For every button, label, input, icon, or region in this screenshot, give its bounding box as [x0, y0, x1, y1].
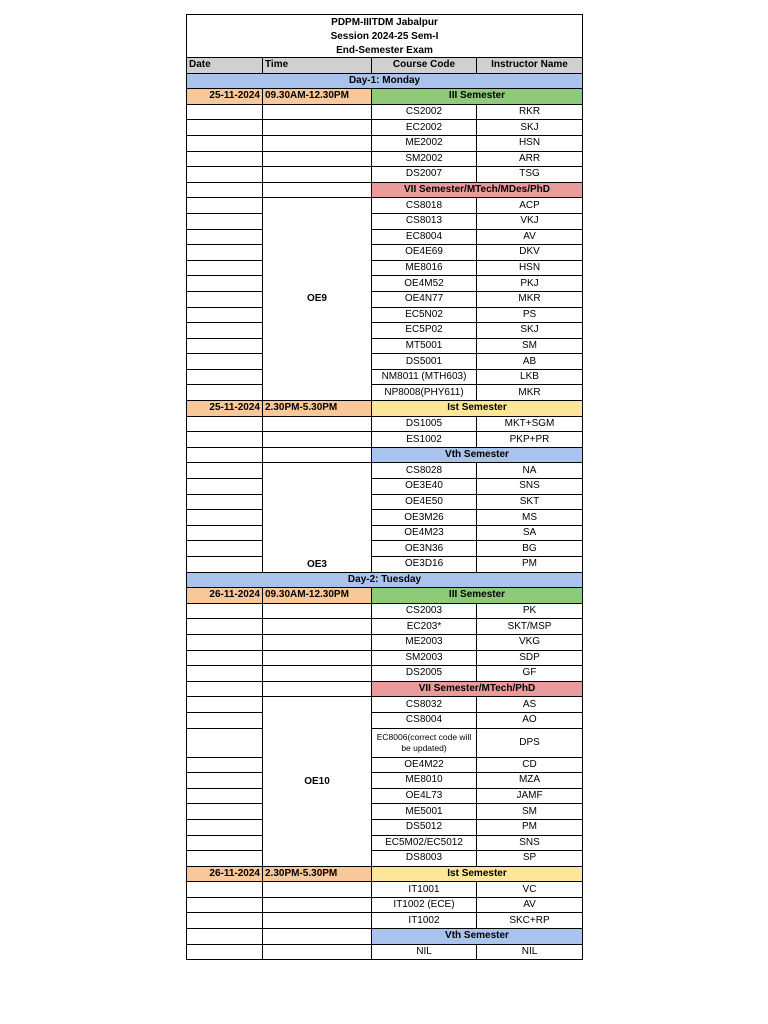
instructor-name: HSN [477, 260, 583, 276]
instructor-name: AO [477, 712, 583, 728]
instructor-name: GF [477, 666, 583, 682]
course-row [187, 788, 583, 804]
course-row [187, 819, 583, 835]
time-cell [263, 650, 372, 666]
date-cell [187, 913, 263, 929]
course-code: DS2007 [372, 167, 477, 183]
course-code: OE3N36 [372, 541, 477, 557]
course-row [187, 276, 583, 292]
slot-time: 2.30PM-5.30PM [263, 401, 372, 417]
course-code: NM8011 (MTH603) [372, 369, 477, 385]
course-row [187, 541, 583, 557]
empty-cell [263, 182, 372, 198]
course-row [187, 260, 583, 276]
course-code: ME8010 [372, 773, 477, 789]
instructor-name: HSN [477, 135, 583, 151]
course-code: EC8004 [372, 229, 477, 245]
course-code: DS2005 [372, 666, 477, 682]
instructor-name: DKV [477, 245, 583, 261]
course-row [187, 712, 583, 728]
instructor-name: PKJ [477, 276, 583, 292]
date-cell [187, 245, 263, 261]
date-cell [187, 307, 263, 323]
course-row [187, 307, 583, 323]
instructor-name: PM [477, 557, 583, 573]
course-code: CS8018 [372, 198, 477, 214]
course-code: EC8006(correct code will be updated) [372, 728, 477, 757]
empty-cell [187, 681, 263, 697]
course-row [187, 773, 583, 789]
date-cell [187, 369, 263, 385]
time-cell [263, 666, 372, 682]
course-code: DS5012 [372, 819, 477, 835]
course-row [187, 463, 583, 479]
exam-title: End-Semester Exam [187, 43, 583, 58]
course-row [187, 634, 583, 650]
course-code: OE4M22 [372, 757, 477, 773]
time-cell [263, 151, 372, 167]
column-header-date: Date [187, 58, 263, 74]
instructor-name: AV [477, 229, 583, 245]
course-code: EC5N02 [372, 307, 477, 323]
instructor-name: SM [477, 338, 583, 354]
date-cell [187, 151, 263, 167]
course-code: EC5P02 [372, 323, 477, 339]
slot-time: 2.30PM-5.30PM [263, 866, 372, 882]
course-row [187, 557, 583, 573]
course-row [187, 697, 583, 713]
course-row [187, 835, 583, 851]
course-code: IT1002 [372, 913, 477, 929]
empty-cell [187, 447, 263, 463]
course-row [187, 229, 583, 245]
date-cell [187, 603, 263, 619]
course-row [187, 167, 583, 183]
date-cell [187, 510, 263, 526]
semester-label: Vth Semester [372, 929, 583, 945]
course-row [187, 213, 583, 229]
date-cell [187, 385, 263, 401]
course-row [187, 354, 583, 370]
course-row [187, 944, 583, 960]
date-cell [187, 213, 263, 229]
slot-date: 25-11-2024 [187, 401, 263, 417]
time-cell [263, 167, 372, 183]
course-row [187, 494, 583, 510]
instructor-name: VKG [477, 634, 583, 650]
course-code: NP8008(PHY611) [372, 385, 477, 401]
instructor-name: PS [477, 307, 583, 323]
date-cell [187, 944, 263, 960]
course-code: OE3D16 [372, 557, 477, 573]
date-cell [187, 338, 263, 354]
instructor-name: ARR [477, 151, 583, 167]
instructor-name: VKJ [477, 213, 583, 229]
course-code: OE3E40 [372, 479, 477, 495]
time-cell [263, 913, 372, 929]
instructor-name: BG [477, 541, 583, 557]
instructor-name: SKJ [477, 120, 583, 136]
course-code: IT1001 [372, 882, 477, 898]
course-row [187, 338, 583, 354]
course-row [187, 619, 583, 635]
instructor-name: SKJ [477, 323, 583, 339]
course-code: CS8028 [372, 463, 477, 479]
instructor-name: PK [477, 603, 583, 619]
time-cell [263, 104, 372, 120]
date-cell [187, 634, 263, 650]
exam-schedule-table [186, 14, 583, 960]
open-elective-label: OE9 [263, 198, 372, 401]
course-row [187, 666, 583, 682]
instructor-name: AV [477, 897, 583, 913]
date-cell [187, 619, 263, 635]
date-cell [187, 198, 263, 214]
time-cell [263, 120, 372, 136]
course-row [187, 432, 583, 448]
instructor-name: LKB [477, 369, 583, 385]
instructor-name: AB [477, 354, 583, 370]
instructor-name: SP [477, 851, 583, 867]
course-code: EC203* [372, 619, 477, 635]
course-row [187, 369, 583, 385]
session-title: Session 2024-25 Sem-I [187, 29, 583, 43]
course-code: ME8016 [372, 260, 477, 276]
course-code: IT1002 (ECE) [372, 897, 477, 913]
course-row [187, 323, 583, 339]
course-code: ME2002 [372, 135, 477, 151]
course-code: ES1002 [372, 432, 477, 448]
exam-schedule-sheet [186, 14, 582, 960]
date-cell [187, 835, 263, 851]
course-row [187, 510, 583, 526]
slot-time: 09.30AM-12.30PM [263, 89, 372, 105]
semester-label: Ist Semester [372, 401, 583, 417]
date-cell [187, 354, 263, 370]
course-code: OE4E50 [372, 494, 477, 510]
date-cell [187, 712, 263, 728]
instructor-name: SNS [477, 479, 583, 495]
instructor-name: SA [477, 525, 583, 541]
semester-label: VII Semester/MTech/MDes/PhD [372, 182, 583, 198]
instructor-name: PM [477, 819, 583, 835]
course-code: EC2002 [372, 120, 477, 136]
instructor-name: RKR [477, 104, 583, 120]
instructor-name: SKC+RP [477, 913, 583, 929]
empty-cell [263, 929, 372, 945]
course-code: ME2003 [372, 634, 477, 650]
date-cell [187, 104, 263, 120]
course-code: OE4M23 [372, 525, 477, 541]
empty-cell [263, 681, 372, 697]
date-cell [187, 120, 263, 136]
course-code: OE4N77 [372, 291, 477, 307]
instructor-name: MS [477, 510, 583, 526]
empty-cell [187, 182, 263, 198]
institute-title: PDPM-IIITDM Jabalpur [187, 15, 583, 30]
course-code: DS1005 [372, 416, 477, 432]
course-code: DS5001 [372, 354, 477, 370]
empty-cell [187, 929, 263, 945]
date-cell [187, 851, 263, 867]
date-cell [187, 167, 263, 183]
date-cell [187, 728, 263, 757]
course-code: MT5001 [372, 338, 477, 354]
course-code: CS8013 [372, 213, 477, 229]
time-cell [263, 135, 372, 151]
course-row [187, 151, 583, 167]
instructor-name: MKT+SGM [477, 416, 583, 432]
instructor-name: MKR [477, 291, 583, 307]
instructor-name: SNS [477, 835, 583, 851]
course-code: DS8003 [372, 851, 477, 867]
date-cell [187, 897, 263, 913]
semester-label: VII Semester/MTech/PhD [372, 681, 583, 697]
column-header-course-code: Course Code [372, 58, 477, 74]
date-cell [187, 135, 263, 151]
date-cell [187, 773, 263, 789]
date-cell [187, 494, 263, 510]
course-row [187, 198, 583, 214]
open-elective-label: OE10 [263, 697, 372, 866]
course-code: SM2003 [372, 650, 477, 666]
date-cell [187, 697, 263, 713]
instructor-name: NA [477, 463, 583, 479]
instructor-name: SDP [477, 650, 583, 666]
time-cell [263, 634, 372, 650]
instructor-name: SKT [477, 494, 583, 510]
course-code: OE4E69 [372, 245, 477, 261]
course-row [187, 882, 583, 898]
day-label: Day-2: Tuesday [187, 572, 583, 588]
slot-date: 26-11-2024 [187, 866, 263, 882]
semester-label: Ist Semester [372, 866, 583, 882]
date-cell [187, 819, 263, 835]
course-row [187, 245, 583, 261]
open-elective-label: OE3 [263, 463, 372, 572]
time-cell [263, 944, 372, 960]
date-cell [187, 557, 263, 573]
date-cell [187, 323, 263, 339]
instructor-name: MKR [477, 385, 583, 401]
date-cell [187, 804, 263, 820]
date-cell [187, 416, 263, 432]
instructor-name: CD [477, 757, 583, 773]
day-label: Day-1: Monday [187, 73, 583, 89]
course-code: SM2002 [372, 151, 477, 167]
instructor-name: DPS [477, 728, 583, 757]
empty-cell [263, 447, 372, 463]
date-cell [187, 229, 263, 245]
course-row [187, 851, 583, 867]
course-row [187, 603, 583, 619]
course-row [187, 104, 583, 120]
course-code: OE4L73 [372, 788, 477, 804]
date-cell [187, 650, 263, 666]
date-cell [187, 882, 263, 898]
slot-date: 25-11-2024 [187, 89, 263, 105]
slot-time: 09.30AM-12.30PM [263, 588, 372, 604]
course-row [187, 479, 583, 495]
column-header-instructor: Instructor Name [477, 58, 583, 74]
course-code: OE3M26 [372, 510, 477, 526]
course-code: OE4M52 [372, 276, 477, 292]
course-row [187, 913, 583, 929]
course-row [187, 804, 583, 820]
course-row [187, 650, 583, 666]
instructor-name: ACP [477, 198, 583, 214]
date-cell [187, 788, 263, 804]
course-code: CS2002 [372, 104, 477, 120]
course-row [187, 757, 583, 773]
instructor-name: TSG [477, 167, 583, 183]
course-row [187, 135, 583, 151]
slot-date: 26-11-2024 [187, 588, 263, 604]
course-code: EC5M02/EC5012 [372, 835, 477, 851]
time-cell [263, 603, 372, 619]
date-cell [187, 260, 263, 276]
semester-label: III Semester [372, 588, 583, 604]
instructor-name: AS [477, 697, 583, 713]
date-cell [187, 666, 263, 682]
course-row [187, 897, 583, 913]
date-cell [187, 291, 263, 307]
time-cell [263, 897, 372, 913]
date-cell [187, 541, 263, 557]
date-cell [187, 276, 263, 292]
semester-label: Vth Semester [372, 447, 583, 463]
date-cell [187, 757, 263, 773]
instructor-name: NIL [477, 944, 583, 960]
course-row [187, 120, 583, 136]
date-cell [187, 479, 263, 495]
course-row [187, 728, 583, 757]
course-code: NIL [372, 944, 477, 960]
date-cell [187, 525, 263, 541]
course-code: ME5001 [372, 804, 477, 820]
course-row [187, 385, 583, 401]
course-code: CS8004 [372, 712, 477, 728]
instructor-name: MZA [477, 773, 583, 789]
course-code: CS8032 [372, 697, 477, 713]
instructor-name: VC [477, 882, 583, 898]
date-cell [187, 432, 263, 448]
course-row [187, 291, 583, 307]
instructor-name: SM [477, 804, 583, 820]
instructor-name: PKP+PR [477, 432, 583, 448]
column-header-time: Time [263, 58, 372, 74]
instructor-name: SKT/MSP [477, 619, 583, 635]
time-cell [263, 416, 372, 432]
semester-label: III Semester [372, 89, 583, 105]
instructor-name: JAMF [477, 788, 583, 804]
course-code: CS2003 [372, 603, 477, 619]
course-row [187, 416, 583, 432]
date-cell [187, 463, 263, 479]
time-cell [263, 619, 372, 635]
course-row [187, 525, 583, 541]
time-cell [263, 882, 372, 898]
time-cell [263, 432, 372, 448]
